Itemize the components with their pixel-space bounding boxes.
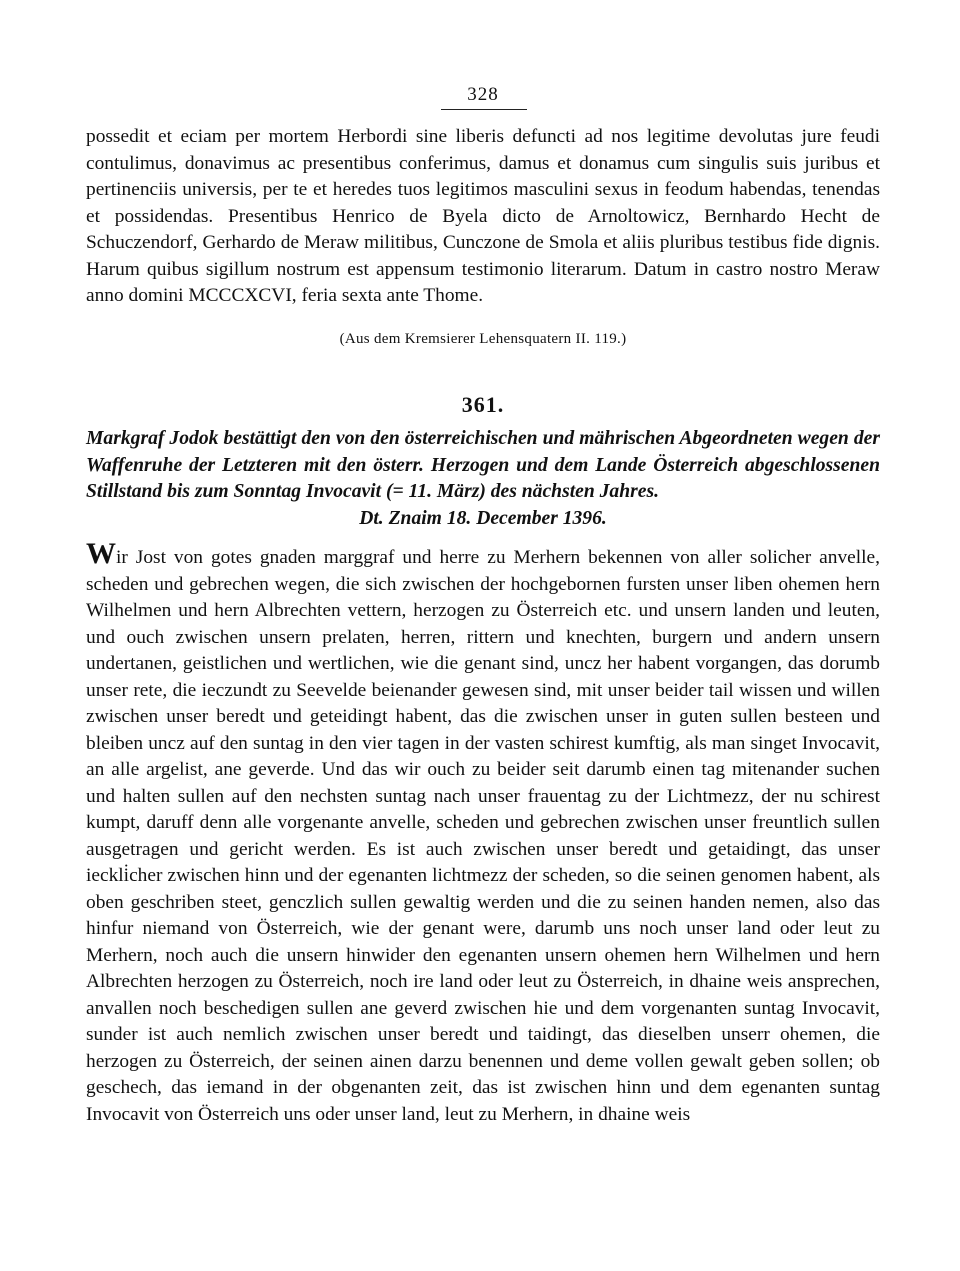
- regest-dateline: Dt. Znaim 18. December 1396.: [359, 507, 607, 529]
- document-body-text: ir Jost von gotes gnaden marggraf und herre zu Merhern bekennen von aller solicher anvelle, scheden und gebrechen wegen, die sich zwischen der hochgebornen fursten unser liben ohemen hern Wilhelmen und hern Albrechten vettern, herzogen zu Österreich etc. und unsern landen und leuten, und ouch zwischen unsern prelaten, herren, rittern und knechten, burgern und andern unsern undertanen, geistlichen und wertlichen, wie die genant sind, uncz her habent vorgangen, das dorumb unser rete, die ieczundt zu Seevelde beienander gewesen sind, mit unser beider tail wissen und willen zwischen unser beredt und geteidingt habent, das die zwischen unser in guten sullen besteen und bleiben uncz auf den suntag in den vier tagen in der vasten schirest kumftig, als man singet Invocavit, an alle argelist, ane geverde. Und das wir ouch zu beider seit darumb einen tag mitenander suchen und halten sullen auf den nechsten suntag nach unser frauentag zu der Lichtmezz, der nu schirest kumpt, daruff denn alle vorgenante anvelle, scheden und gebrechen zwischen unser freuntlich sullen ausgetragen und gericht werden. Es ist auch zwischen unser beredt und getaidingt, das unser ieckli̇cher zwischen hinn und der egenanten lichtmezz der scheden, so die seinen genomen habent, als oben geschriben steet, genczlich sullen gewaltig werden und die zu seinen handen nemen, also das hinfur niemand von Österreich, wie der genant were, darumb uns noch unser land oder leut zu Merhern, noch auch die unsern hinwider den egenanten unsern ohemen hern Wilhelmen und hern Albrechten herzogen zu Österreich, noch ire land oder leut zu Österreich, in dhaine weis ansprechen, anvallen noch beschedigen sullen ane geverd zwischen hie und dem vorgenanten suntag Invocavit, sunder ist auch nemlich zwischen unser beredt und taidingt, das dieselben unserr ohemen, die herzogen zu Österreich, der seinen ainen darzu benennen und deme vollen gewalt geben sollen; ob geschech, das iemand in der obgenanten zeit, das ist zwischen hinn und dem egenanten suntag Invocavit von Österreich uns oder unser land, leut zu Merhern, in dhaine weis: [86, 547, 880, 1125]
- page-number: 328: [467, 84, 499, 105]
- document-body: [86, 537, 880, 1128]
- document-regest: [86, 426, 880, 532]
- document-body-paragraph: [86, 537, 880, 1128]
- previous-document-text: [86, 124, 880, 310]
- previous-document-paragraph: possedit et eciam per mortem Herbordi sine liberis defuncti ad nos legitime devolutas jure feudi contulimus, donavimus ac presentibus conferimus, damus et donamus cum singulis suis juribus et pertinenciis universis, per te et heredes tuos legitimos masculini sexus in feodum habendas, tenendas et possidendas. Presentibus Henrico de Byela dicto de Arnoltowicz, Bernhardo Hecht de Schuczendorf, Gerhardo de Meraw militibus, Cunczone de Smola et aliis pluribus testibus fide dignis. Harum quibus sigillum nostrum est appensum testimonio literarum. Datum in castro nostro Meraw anno domini MCCCXCVI, feria sexta ante Thome.: [86, 126, 880, 306]
- source-citation: (Aus dem Kremsierer Lehensquatern II. 119.): [339, 331, 627, 347]
- regest-summary: Markgraf Jodok bestättigt den von den österreichischen und mährischen Abgeordneten wegen der Waffenruhe der Letzteren mit den österr. Herzogen und dem Lande Österreich abgeschlossenen Stillstand bis zum Sonntag Invocavit (= 11. März) des nächsten Jahres.: [86, 428, 880, 502]
- page-number-rule: [441, 109, 527, 110]
- document-number: 361.: [461, 392, 505, 417]
- initial-letter: W: [86, 537, 116, 570]
